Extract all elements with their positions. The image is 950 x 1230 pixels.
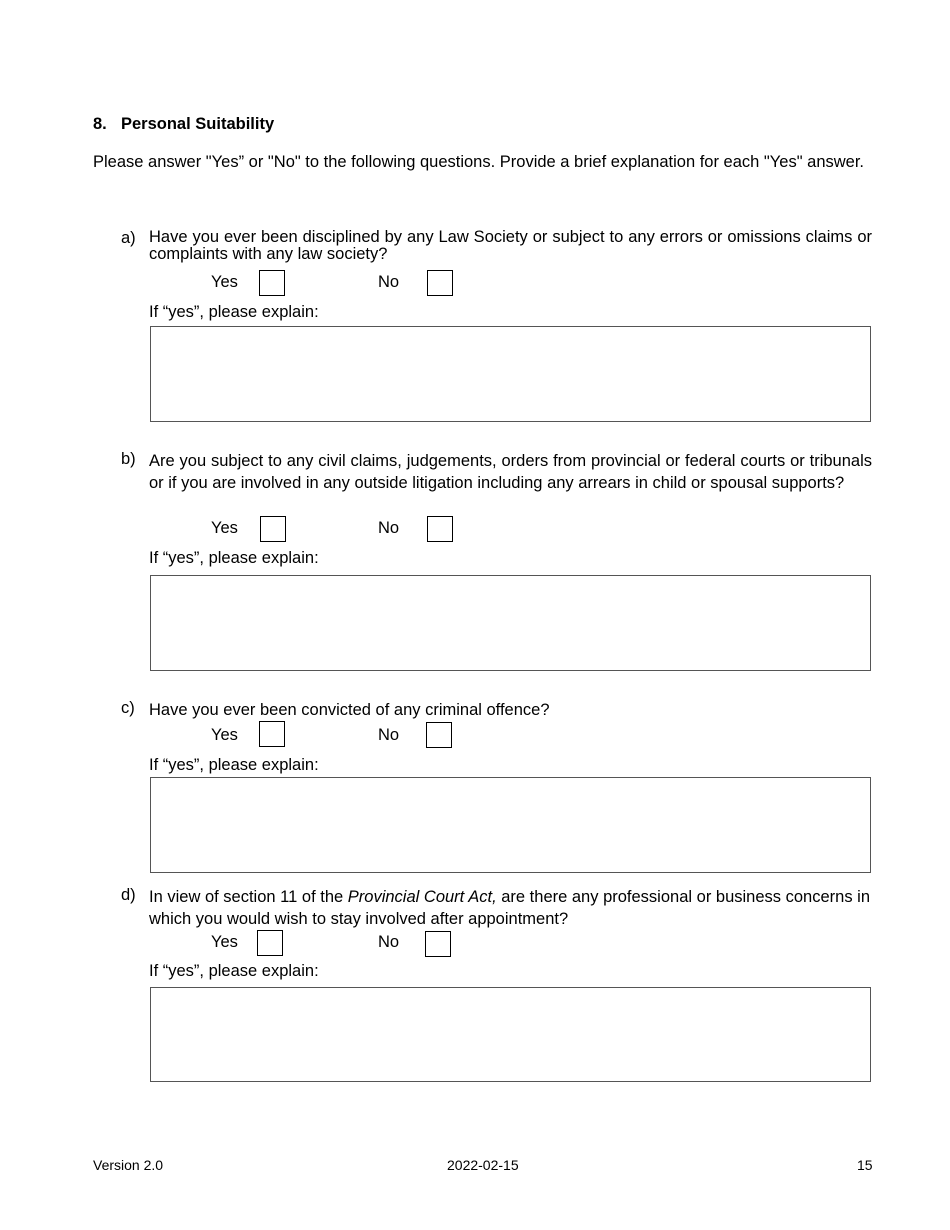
question-text — [149, 886, 870, 930]
question-letter: d) — [121, 886, 136, 904]
yes-checkbox[interactable] — [260, 516, 286, 542]
question-letter: a) — [121, 229, 136, 247]
question-text-start: In view of section 11 of the — [149, 888, 348, 906]
explain-label: If “yes”, please explain: — [149, 962, 319, 980]
footer-page-number: 15 — [857, 1157, 873, 1173]
explain-label: If “yes”, please explain: — [149, 549, 319, 567]
yes-label: Yes — [211, 933, 238, 951]
question-letter: c) — [121, 699, 135, 717]
yes-checkbox[interactable] — [259, 270, 285, 296]
explanation-textarea[interactable] — [150, 987, 871, 1082]
yes-label: Yes — [211, 273, 238, 291]
yes-label: Yes — [211, 726, 238, 744]
footer-version: Version 2.0 — [93, 1157, 164, 1173]
footer-date: 2022-02-15 — [447, 1157, 519, 1173]
no-label: No — [378, 933, 400, 951]
no-checkbox[interactable] — [427, 270, 453, 296]
section-title: Personal Suitability — [121, 115, 275, 133]
no-checkbox[interactable] — [427, 516, 453, 542]
question-text: Have you ever been convicted of any criminal offence? — [149, 701, 550, 719]
no-label: No — [378, 726, 400, 744]
explain-label: If “yes”, please explain: — [149, 756, 319, 774]
act-name: Provincial Court Act, — [347, 888, 497, 906]
yes-checkbox[interactable] — [259, 721, 285, 747]
question-text-end: are there any professional or business concerns in which you would wish to stay involved after appointment? — [149, 888, 870, 928]
explain-label: If “yes”, please explain: — [149, 303, 319, 321]
explanation-textarea[interactable] — [150, 575, 871, 671]
section-heading — [93, 115, 274, 134]
yes-checkbox[interactable] — [257, 930, 283, 956]
question-text: Have you ever been disciplined by any Law Society or subject to any errors or omissions claims or complaints with any law society? — [149, 228, 872, 263]
question-text: Are you subject to any civil claims, judgements, orders from provincial or federal courts or tribunals or if you are involved in any outside litigation including any arrears in child or spousal supports? — [149, 452, 872, 492]
section-intro: Please answer "Yes” or "No" to the following questions. Provide a brief explanation for each "Yes" answer. — [93, 153, 865, 171]
section-number: 8. — [93, 115, 107, 133]
explanation-textarea[interactable] — [150, 326, 871, 422]
question-letter: b) — [121, 450, 136, 468]
no-label: No — [378, 273, 400, 291]
yes-label: Yes — [211, 519, 238, 537]
no-checkbox[interactable] — [426, 722, 452, 748]
no-checkbox[interactable] — [425, 931, 451, 957]
explanation-textarea[interactable] — [150, 777, 871, 873]
no-label: No — [378, 519, 400, 537]
